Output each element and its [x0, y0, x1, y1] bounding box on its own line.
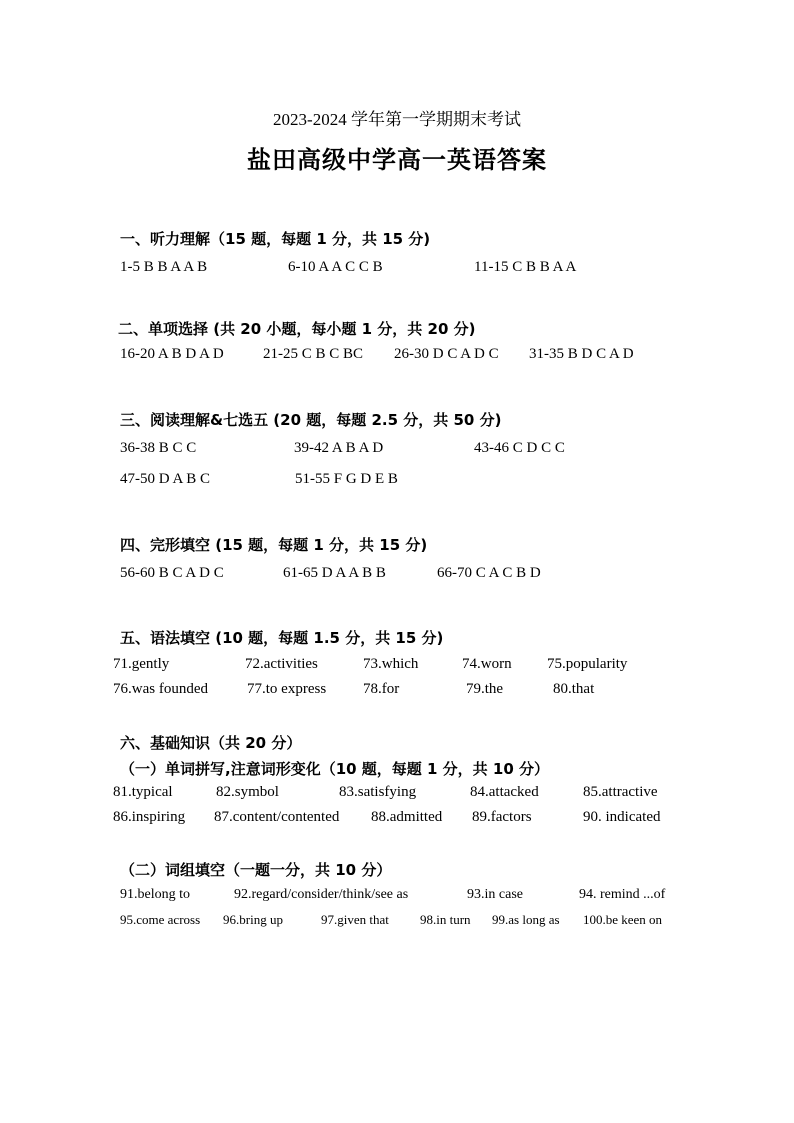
answer-group: 51-55 F G D E B: [295, 471, 398, 487]
answer-group: 26-30 D C A D C: [394, 346, 499, 362]
answer-item: 85.attractive: [583, 784, 658, 800]
answer-item: 99.as long as: [492, 912, 560, 927]
answer-group: 43-46 C D C C: [474, 440, 565, 456]
exam-subtitle: 2023-2024 学年第一学期期末考试: [273, 110, 521, 129]
answer-item: 91.belong to: [120, 887, 190, 902]
page-title: 盐田高级中学高一英语答案: [247, 146, 547, 174]
answer-group: 56-60 B C A D C: [120, 565, 224, 581]
section-6-heading: 六、基础知识（共 20 分）: [120, 734, 302, 752]
section-2-heading: 二、单项选择 (共 20 小题，每小题 1 分，共 20 分): [118, 320, 476, 338]
section-3-heading: 三、阅读理解&七选五 (20 题，每题 2.5 分，共 50 分): [120, 411, 502, 429]
answer-item: 89.factors: [472, 809, 532, 825]
answer-group: 31-35 B D C A D: [529, 346, 634, 362]
answer-item: 82.symbol: [216, 784, 279, 800]
answer-item: 92.regard/consider/think/see as: [234, 887, 409, 902]
section-6-part-1-heading: （一）单词拼写,注意词形变化（10 题，每题 1 分，共 10 分）: [120, 760, 549, 778]
answer-item: 93.in case: [467, 887, 523, 902]
answer-item: 90. indicated: [583, 809, 661, 825]
answer-group: 61-65 D A A B B: [283, 565, 386, 581]
answer-item: 95.come across: [120, 912, 201, 927]
answer-item: 79.the: [466, 681, 504, 697]
answer-group: 36-38 B C C: [120, 440, 197, 456]
answer-item: 80.that: [553, 681, 595, 697]
answer-item: 71.gently: [113, 656, 170, 672]
answer-item: 98.in turn: [420, 912, 471, 927]
answer-group: 11-15 C B B A A: [474, 259, 577, 275]
answer-item: 100.be keen on: [583, 912, 663, 927]
answer-group: 1-5 B B A A B: [120, 259, 208, 275]
answer-item: 88.admitted: [371, 809, 443, 825]
section-5-heading: 五、语法填空 (10 题，每题 1.5 分，共 15 分): [120, 629, 444, 647]
section-4-heading: 四、完形填空 (15 题，每题 1 分，共 15 分): [120, 536, 428, 554]
answer-item: 87.content/contented: [214, 809, 340, 825]
answer-item: 74.worn: [462, 656, 512, 672]
section-1-heading: 一、听力理解（15 题，每题 1 分，共 15 分): [120, 230, 431, 248]
answer-item: 78.for: [363, 681, 400, 697]
answer-group: 39-42 A B A D: [294, 440, 384, 456]
answer-item: 96.bring up: [223, 912, 283, 927]
answer-item: 76.was founded: [113, 681, 208, 697]
answer-group: 66-70 C A C B D: [437, 565, 541, 581]
answer-item: 94. remind ...of: [579, 887, 666, 902]
answer-item: 75.popularity: [547, 656, 628, 672]
answer-item: 81.typical: [113, 784, 173, 800]
answer-item: 72.activities: [245, 656, 318, 672]
answer-item: 73.which: [363, 656, 419, 672]
answer-group: 16-20 A B D A D: [120, 346, 224, 362]
answer-group: 47-50 D A B C: [120, 471, 211, 487]
answer-item: 97.given that: [321, 912, 389, 927]
answer-item: 86.inspiring: [113, 809, 186, 825]
section-6-part-2-heading: （二）词组填空（一题一分，共 10 分）: [120, 861, 392, 879]
answer-item: 83.satisfying: [339, 784, 417, 800]
answer-group: 6-10 A A C C B: [288, 259, 383, 275]
answer-item: 77.to express: [247, 681, 327, 697]
answer-item: 84.attacked: [470, 784, 539, 800]
answer-group: 21-25 C B C BC: [263, 346, 364, 362]
